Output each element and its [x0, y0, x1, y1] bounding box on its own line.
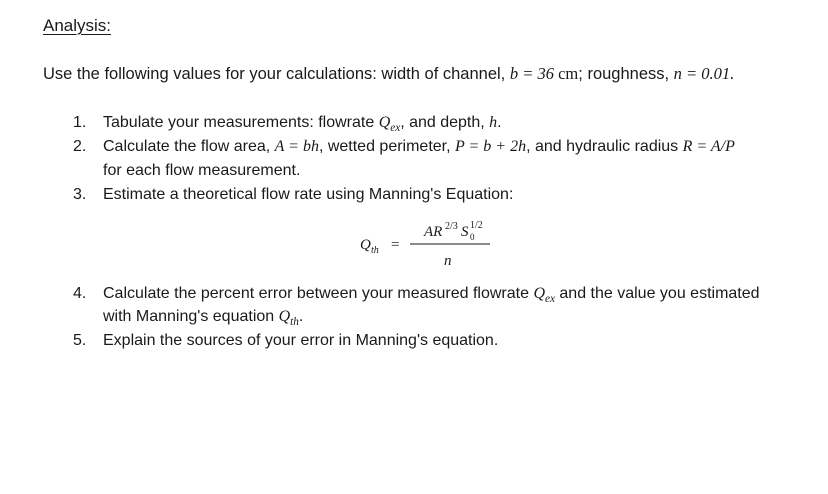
- item-text: , and depth,: [400, 114, 490, 131]
- list-item-2: [103, 138, 735, 156]
- item-text: and the value you estimated: [554, 285, 760, 302]
- intro-text-2: ; roughness,: [578, 65, 674, 83]
- perimeter-equation: P = b + 2h: [455, 138, 527, 155]
- item-text: , wetted perimeter,: [318, 138, 455, 155]
- q-symbol: Q: [533, 285, 546, 302]
- width-unit: cm: [553, 64, 579, 83]
- list-number: 1.: [73, 114, 87, 131]
- exponent-two-thirds: 2/3: [445, 221, 458, 232]
- list-item-4: [103, 285, 760, 305]
- q-symbol: Q: [378, 114, 391, 131]
- q-subscript: th: [290, 316, 299, 329]
- radius-equation: R = A/P: [682, 138, 735, 155]
- item-text: , and hydraulic radius: [526, 138, 683, 155]
- denominator-n: n: [444, 253, 452, 268]
- list-item-3: Estimate a theoretical flow rate using Manning's Equation:: [103, 186, 514, 203]
- depth-symbol: h: [489, 114, 498, 131]
- q-symbol: Q: [278, 308, 291, 325]
- numerator-s: S: [461, 224, 469, 240]
- list-item-1: [103, 114, 502, 134]
- item-text: Tabulate your measurements: flowrate: [103, 114, 379, 131]
- area-equation: A = bh: [274, 138, 319, 155]
- lhs-subscript: th: [371, 245, 379, 256]
- item-text: .: [298, 308, 304, 325]
- intro-paragraph: [43, 64, 734, 84]
- list-item-2-continuation: for each flow measurement.: [103, 162, 301, 179]
- list-number: 4.: [73, 285, 87, 302]
- numerator-ar: AR: [424, 224, 443, 240]
- list-number: 5.: [73, 332, 87, 349]
- list-number: 3.: [73, 186, 87, 203]
- list-number: 2.: [73, 138, 87, 155]
- list-item-5: Explain the sources of your error in Manning's equation.: [103, 332, 499, 349]
- equals-sign: =: [391, 237, 400, 253]
- manning-equation: [358, 218, 498, 268]
- q-subscript: ex: [545, 293, 555, 306]
- list-item-4-continuation: [103, 308, 303, 328]
- intro-text: Use the following values for your calculations: width of channel,: [43, 65, 510, 83]
- item-text: .: [497, 114, 502, 131]
- measured-flow-symbol: [533, 285, 555, 306]
- section-heading: Analysis:: [43, 16, 112, 35]
- flowrate-symbol: [378, 114, 401, 135]
- exponent-half: 1/2: [470, 220, 483, 231]
- item-text: Calculate the flow area,: [103, 138, 275, 155]
- q-subscript: ex: [390, 122, 401, 135]
- theoretical-flow-symbol: [278, 308, 299, 329]
- s-subscript: 0: [470, 232, 475, 242]
- item-text: with Manning's equation: [103, 308, 279, 325]
- roughness-value: n = 0.01.: [673, 64, 735, 83]
- lhs-q: Q: [360, 237, 371, 253]
- item-text: Calculate the percent error between your measured flowrate: [103, 285, 534, 302]
- channel-width-value: b = 36: [509, 64, 554, 83]
